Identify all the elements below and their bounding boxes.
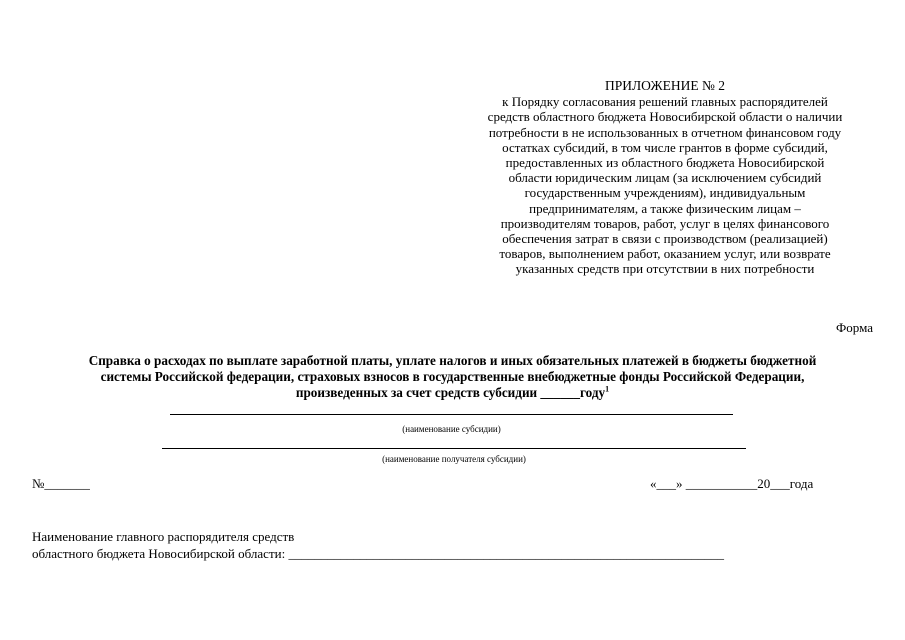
appendix-line: остатках субсидий, в том числе грантов в форме субсидий,: [502, 139, 828, 155]
appendix-line: указанных средств при отсутствии в них потребности: [515, 261, 815, 277]
subsidy-name-line[interactable]: [170, 414, 733, 415]
appendix-line: обеспечения затрат в связи с производством (реализацией): [502, 231, 828, 247]
footnote-mark: 1: [605, 384, 610, 394]
main-manager-field: [32, 528, 724, 562]
appendix-header: [440, 78, 890, 277]
heading-line-1: Справка о расходах по выплате заработной платы, уплате налогов и иных обязательных платежей в бюджеты бюджетной: [88, 353, 817, 368]
appendix-line: предоставленных из областного бюджета Новосибирской: [505, 155, 825, 171]
appendix-line: потребности в не использованных в отчетном финансовом году: [488, 124, 842, 140]
appendix-line: средств областного бюджета Новосибирской области о наличии: [487, 109, 843, 125]
appendix-line: производителям товаров, работ, услуг в целях финансового: [500, 215, 830, 231]
main-manager-input-line[interactable]: областного бюджета Новосибирской области: ___________________________________________________________________: [32, 546, 724, 561]
appendix-line: области юридическим лицам (за исключением субсидий: [508, 170, 822, 186]
document-heading: [20, 353, 885, 401]
document-number-field[interactable]: №_______: [32, 476, 90, 491]
recipient-name-caption: (наименование получателя субсидии): [382, 454, 526, 464]
appendix-line: государственным учреждениям), индивидуальным: [524, 185, 806, 201]
appendix-title: ПРИЛОЖЕНИЕ № 2: [604, 78, 726, 93]
heading-line-3: [20, 385, 885, 401]
heading-line-3-text: произведенных за счет средств субсидии ______году: [295, 385, 606, 400]
appendix-line: товаров, выполнением работ, оказанием услуг, или возврате: [499, 246, 831, 262]
appendix-line: к Порядку согласования решений главных распорядителей: [502, 94, 828, 110]
main-manager-label: Наименование главного распорядителя средств: [32, 529, 295, 544]
document-date-field[interactable]: «___» ___________20___года: [650, 476, 814, 491]
heading-line-2: системы Российской федерации, страховых взносов в государственные внебюджетные фонды Российской Федерации,: [100, 369, 805, 384]
subsidy-name-caption: (наименование субсидии): [402, 424, 501, 434]
recipient-name-line[interactable]: [162, 448, 746, 449]
appendix-line: предпринимателям, а также физическим лицам –: [529, 200, 801, 216]
form-label: Форма: [836, 320, 873, 335]
